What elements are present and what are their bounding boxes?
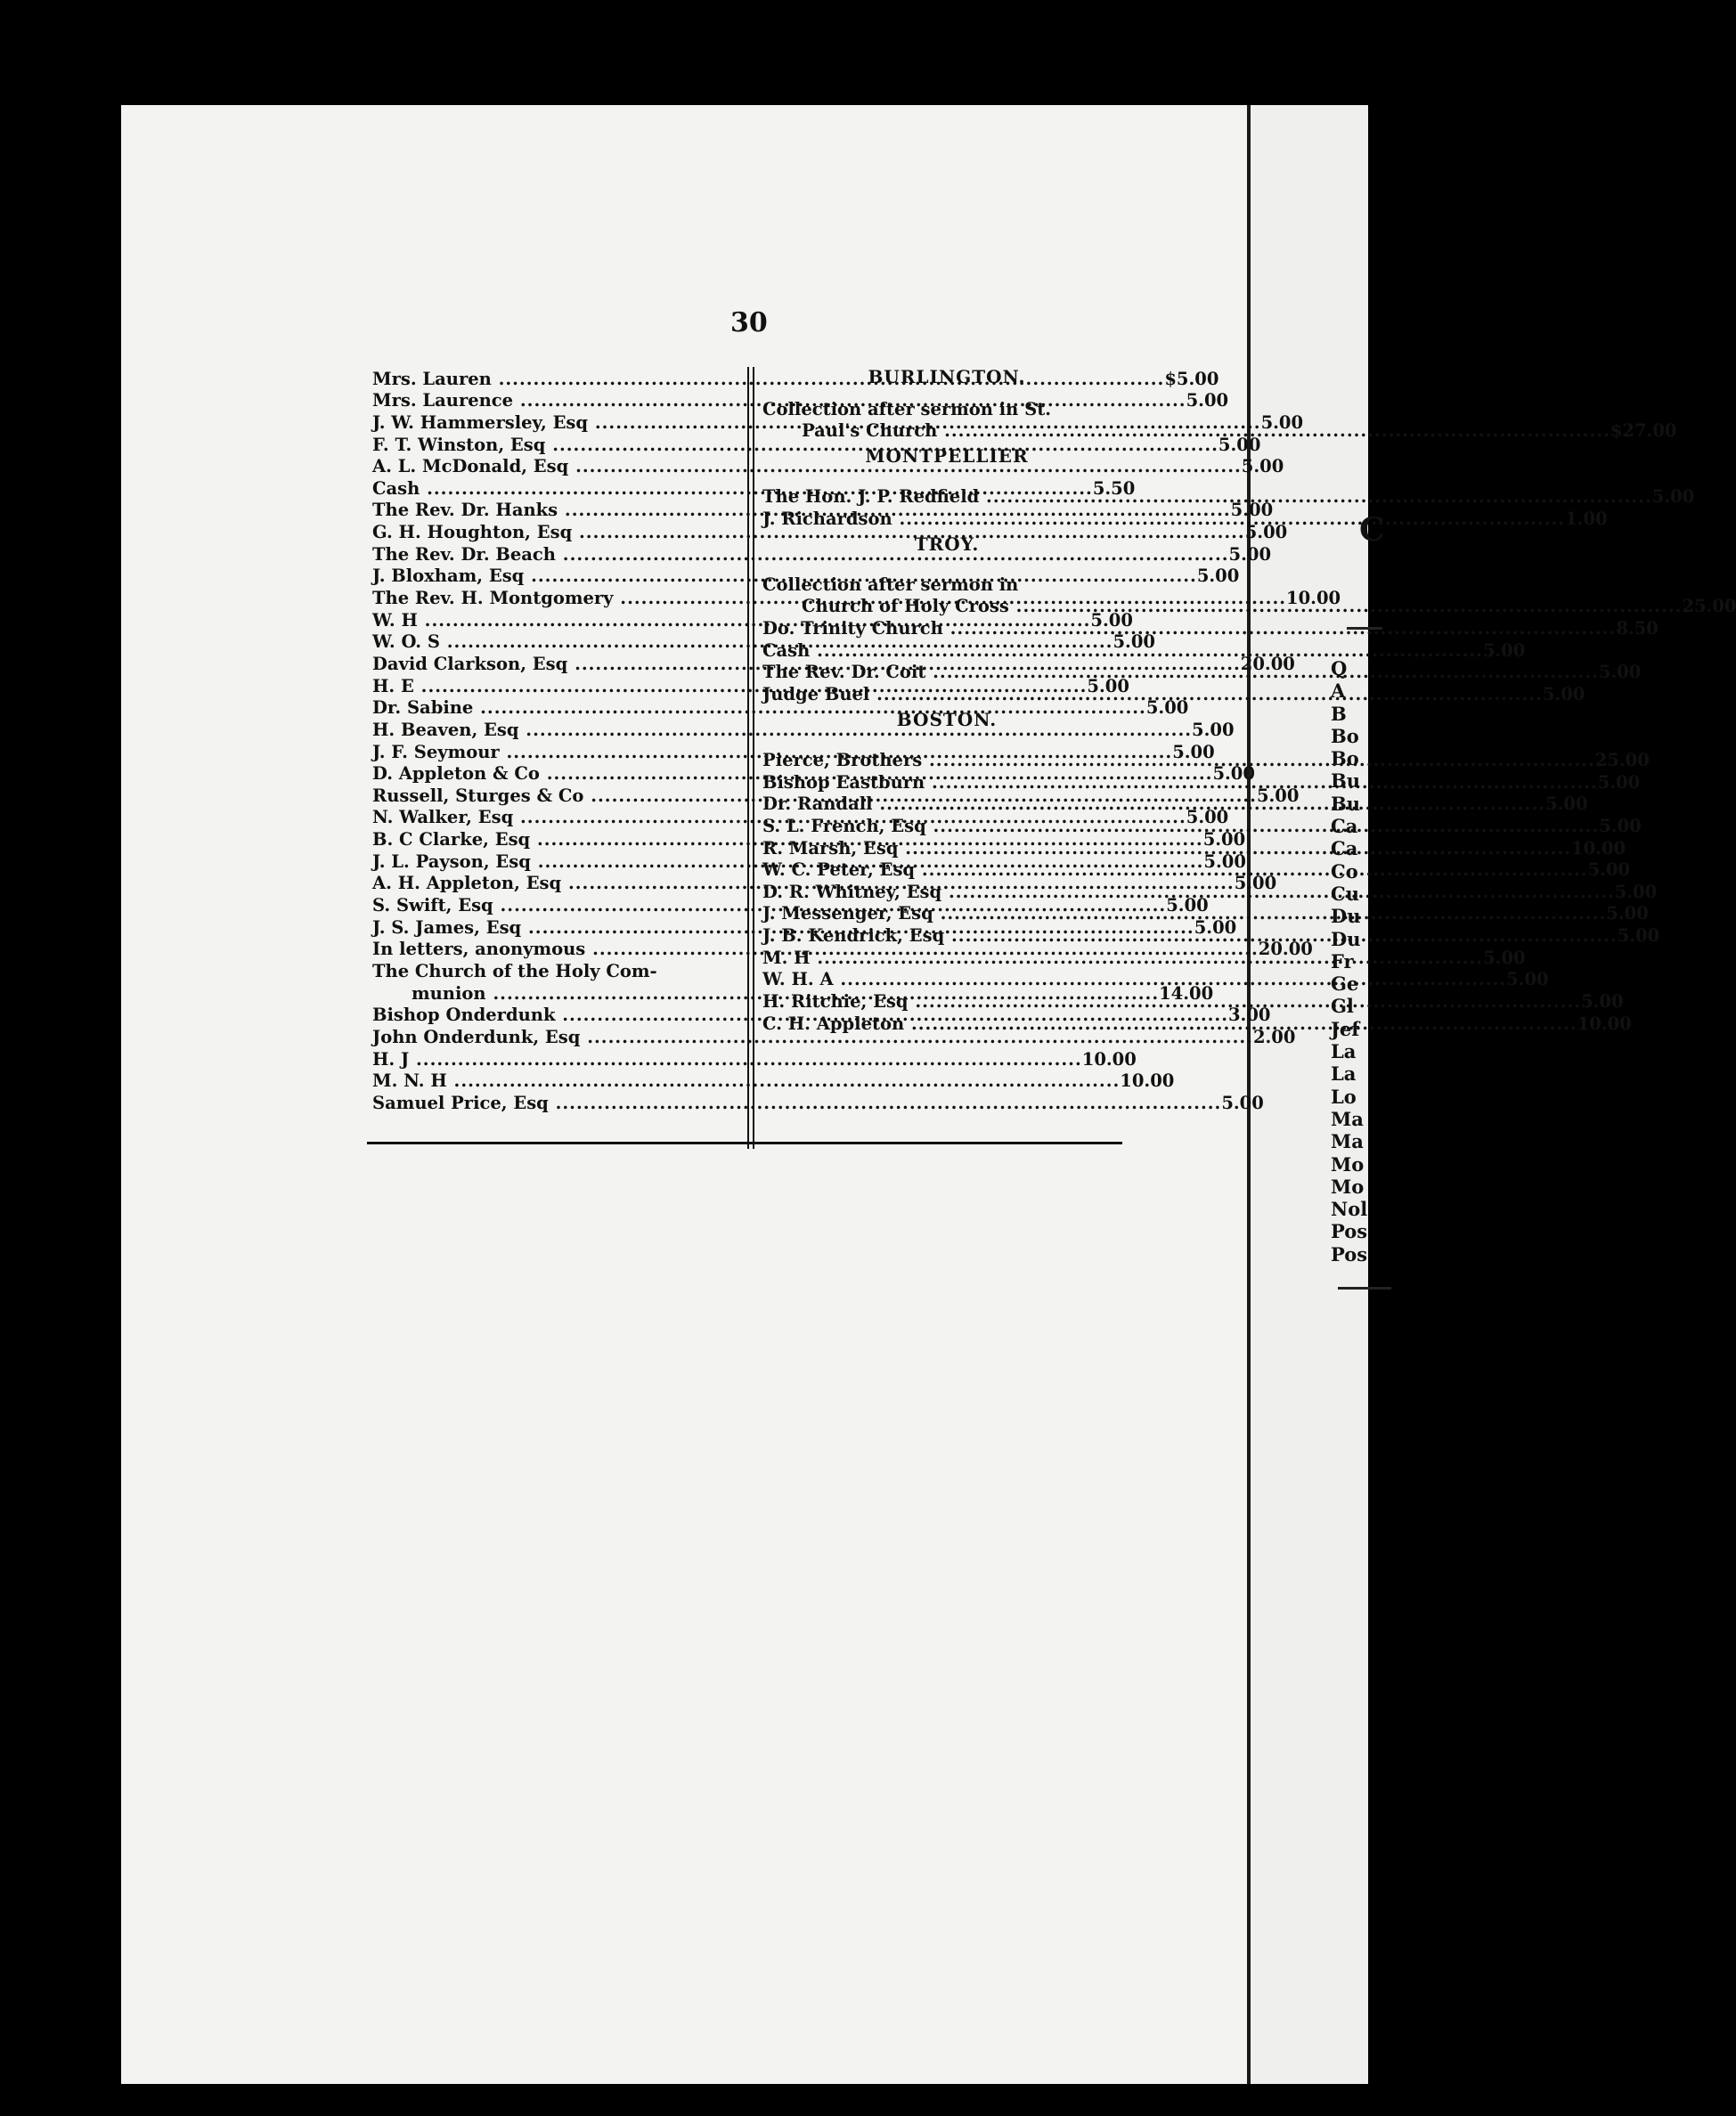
entry-name: The Church of the Holy Com- <box>372 960 657 981</box>
adjacent-letter: Pos <box>1331 1220 1368 1243</box>
adjacent-letter: Ca <box>1331 815 1358 838</box>
entry-name: The Hon. J. P. Redfield ..... <box>762 486 1652 507</box>
entry-amount: 5.00 <box>1218 434 1261 455</box>
entry-amount: 5.00 <box>1597 771 1641 793</box>
adjacent-heading-char: C <box>1359 511 1385 549</box>
entry-name: Bishop Eastburn ..... <box>762 772 1598 793</box>
entry-name: M. H ..... <box>762 948 1483 968</box>
entry-amount: 5.00 <box>1587 859 1631 881</box>
entry-name: Paul's Church ..... <box>762 420 1610 441</box>
entry-name: H. Ritchie, Esq ..... <box>762 991 1581 1012</box>
entry-name: J. Bloxham, Esq ..... <box>372 566 1197 586</box>
entry-amount: 2.00 <box>1252 1026 1296 1047</box>
entry-amount: 5.00 <box>1241 456 1284 477</box>
entry-name: Pierce, Brothers ..... <box>762 750 1595 770</box>
entry-amount: 5.00 <box>1482 639 1526 661</box>
entry-name: H. J ..... <box>372 1049 1082 1070</box>
entry-amount: 5.00 <box>1614 881 1658 902</box>
entry-row <box>372 520 1288 543</box>
adjacent-letter: Mo <box>1331 1152 1365 1176</box>
entry-amount: 5.00 <box>1256 785 1300 806</box>
entry-amount: 5.00 <box>1192 719 1235 740</box>
entry-amount: 25.00 <box>1682 596 1736 617</box>
entry-amount: 5.00 <box>1542 684 1585 704</box>
entry-amount: 14.00 <box>1159 982 1214 1004</box>
adjacent-letter: Gl <box>1331 995 1354 1018</box>
adjacent-letter: Bu <box>1331 769 1361 793</box>
adjacent-page-edge <box>1251 105 1385 2084</box>
entry-amount: 5.00 <box>1221 1092 1264 1113</box>
entry-amount: 5.00 <box>1212 763 1255 785</box>
adjacent-letter: Bo <box>1331 724 1359 747</box>
entry-amount: 5.00 <box>1186 390 1229 411</box>
entry-row <box>762 639 1526 661</box>
entry-row <box>762 616 1659 639</box>
section-montpellier <box>762 485 1695 529</box>
entry-name: G. H. Houghton, Esq ..... <box>372 522 1245 542</box>
entry-amount: 5.00 <box>1230 500 1274 521</box>
entry-name: S. L. French, Esq ..... <box>762 816 1599 836</box>
entry-name: J. W. Hammersley, Esq ..... <box>372 412 1261 433</box>
entry-amount: 5.00 <box>1090 609 1133 631</box>
adjacent-letter: Ge <box>1331 973 1359 996</box>
entry-amount: 5.00 <box>1145 697 1189 719</box>
entry-amount: 5.00 <box>1617 925 1660 947</box>
adjacent-letter: Co <box>1331 859 1358 883</box>
entry-name: The Rev. Dr. Hanks ..... <box>372 500 1231 520</box>
entry-amount: 5.00 <box>1581 990 1624 1012</box>
entry-amount: 10.00 <box>1120 1070 1175 1092</box>
entry-name: J. L. Payson, Esq ..... <box>372 851 1203 872</box>
adjacent-letter: La <box>1331 1040 1357 1063</box>
entry-row <box>372 433 1261 455</box>
entry-row <box>372 1047 1137 1070</box>
entry-amount: 25.00 <box>1594 749 1650 770</box>
entry-name: W. H ..... <box>372 610 1090 631</box>
entry-amount: 5.00 <box>1244 522 1288 543</box>
entry-row <box>372 1091 1264 1113</box>
entry-name: Do. Trinity Church ..... <box>762 618 1616 639</box>
adjacent-letter: Cu <box>1331 882 1359 905</box>
entry-amount: 5.00 <box>1186 807 1229 828</box>
entry-name: J. Richardson ..... <box>762 509 1565 529</box>
entry-amount: 5.00 <box>1202 829 1246 850</box>
entry-name: John Onderdunk, Esq ..... <box>372 1027 1253 1047</box>
entry-name: J. F. Seymour ..... <box>372 742 1172 762</box>
entry-name: F. T. Winston, Esq ..... <box>372 435 1218 455</box>
adjacent-letter: Jef <box>1331 1017 1360 1040</box>
entry-row <box>372 1070 1175 1092</box>
entry-amount: 5.00 <box>1113 631 1155 653</box>
entry-name: Cash ..... <box>762 640 1483 661</box>
entry-name: D. R. Whitney, Esq ..... <box>762 882 1615 902</box>
entry-name: J. B. Kendrick, Esq ..... <box>762 925 1618 946</box>
entry-name: The Rev. Dr. Coit ..... <box>762 662 1599 682</box>
entry-row <box>762 682 1585 704</box>
adjacent-letter: Ca <box>1331 837 1358 860</box>
entry-name: Mrs. Laurence ..... <box>372 390 1186 411</box>
entry-name: Russell, Sturges & Co ..... <box>372 785 1257 806</box>
entry-amount: $ 5.00 <box>1164 369 1207 389</box>
adjacent-letter: Lo <box>1331 1085 1357 1108</box>
entry-name: Church of Holy Cross ..... <box>762 596 1682 616</box>
entry-name: The Rev. Dr. Beach ..... <box>372 544 1229 565</box>
adjacent-letter: Fr <box>1331 949 1354 973</box>
entry-row <box>762 770 1641 793</box>
entry-name: Dr. Randall ..... <box>762 794 1545 814</box>
entry-name: W. O. S ..... <box>372 631 1113 652</box>
entry-amount: 5.00 <box>1203 850 1246 872</box>
entry-name: C. H. Appleton ..... <box>762 1013 1577 1034</box>
entry-row <box>372 696 1189 719</box>
entry-name: Judge Buel ..... <box>762 684 1543 704</box>
entry-amount: 5.00 <box>1599 815 1642 836</box>
entry-name: Collection after sermon in St. <box>762 398 1052 419</box>
section-heading-troy: TROY. <box>914 533 980 555</box>
entry-name: H. E ..... <box>372 676 1087 696</box>
entry-amount: 5.00 <box>1651 486 1695 508</box>
adjacent-letter: A <box>1331 680 1346 703</box>
entry-amount: 10.00 <box>1571 837 1626 859</box>
adjacent-letter: B <box>1331 702 1347 725</box>
entry-name: Bishop Onderdunk ..... <box>372 1005 1228 1025</box>
section-heading-montpellier: MONTPELLIER <box>865 445 1029 468</box>
entry-amount: 10.00 <box>1577 1013 1632 1034</box>
adjacent-letter: Q <box>1331 657 1348 680</box>
adjacent-letter: Nol <box>1331 1198 1368 1221</box>
entry-name: A. L. McDonald, Esq ..... <box>372 456 1242 476</box>
entry-amount: 5.00 <box>1598 662 1642 683</box>
entry-row <box>372 959 749 981</box>
column-divider-double <box>753 367 754 1149</box>
adjacent-letter: La <box>1331 1062 1357 1086</box>
entry-name: David Clarkson, Esq ..... <box>372 654 1241 674</box>
adjacent-letter: Pos <box>1331 1242 1368 1266</box>
entry-amount: 5.00 <box>1194 916 1237 938</box>
entry-name: W. C. Peter, Esq ..... <box>762 859 1588 880</box>
bottom-rule <box>367 1142 1122 1144</box>
entry-amount: 5.00 <box>1172 741 1215 762</box>
section-heading-boston: BOSTON. <box>896 709 998 730</box>
adjacent-letter: Mo <box>1331 1175 1365 1198</box>
entry-row <box>372 1025 1296 1047</box>
entry-amount: $ 27.00 <box>1610 420 1665 441</box>
entry-name: R. Marsh, Esq ..... <box>762 838 1571 859</box>
entry-amount: 5.00 <box>1196 566 1240 587</box>
entry-name: Collection after sermon in <box>762 574 1019 595</box>
entry-amount: 20.00 <box>1258 939 1313 960</box>
entry-name: Dr. Sabine ..... <box>372 697 1146 718</box>
entry-name: J. Messenger, Esq ..... <box>762 903 1606 924</box>
entry-amount: 5.00 <box>1545 794 1588 815</box>
adjacent-rule-bottom <box>1338 1287 1391 1290</box>
entry-name: N. Walker, Esq ..... <box>372 807 1186 827</box>
entry-name: munion ..... <box>372 983 1159 1004</box>
entry-amount: 3.00 <box>1227 1005 1271 1026</box>
entry-name: In letters, anonymous ..... <box>372 939 1259 959</box>
section-heading-burlington: BURLINGTON. <box>868 366 1026 387</box>
entry-amount: 5.00 <box>1483 947 1526 968</box>
entry-amount: 20.00 <box>1240 653 1295 674</box>
entry-name: H. Beaven, Esq ..... <box>372 720 1192 740</box>
entry-row <box>762 485 1695 508</box>
adjacent-letter: Ma <box>1331 1130 1364 1153</box>
entry-name: W. H. A ..... <box>762 969 1506 989</box>
entry-amount: 5.00 <box>1228 543 1272 565</box>
entry-name: Samuel Price, Esq ..... <box>372 1093 1221 1113</box>
entry-amount: 5.00 <box>1606 903 1649 924</box>
adjacent-letter: Bu <box>1331 792 1361 815</box>
entry-name: B. C Clarke, Esq ..... <box>372 829 1203 850</box>
entry-amount: 5.00 <box>1234 873 1277 894</box>
entry-amount: 5.00 <box>1506 969 1549 990</box>
entry-name: Mrs. Lauren ..... <box>372 369 1164 389</box>
entry-amount: 10.00 <box>1081 1048 1137 1070</box>
entry-name: M. N. H ..... <box>372 1070 1120 1091</box>
entry-row <box>762 573 1131 595</box>
entry-amount: 8.50 <box>1616 618 1659 639</box>
adjacent-letter: Bo <box>1331 747 1359 770</box>
entry-amount: 5.50 <box>1092 477 1136 499</box>
entry-name: D. Appleton & Co ..... <box>372 763 1212 784</box>
entry-amount: 5.00 <box>1260 411 1304 433</box>
entry-name: The Rev. H. Montgomery ..... <box>372 588 1286 608</box>
entry-name: J. S. James, Esq ..... <box>372 917 1194 938</box>
entry-name: Cash ..... <box>372 478 1093 499</box>
entry-amount: 10.00 <box>1286 588 1341 609</box>
adjacent-letter: Ma <box>1331 1107 1364 1130</box>
entry-amount: 5.00 <box>1166 895 1209 916</box>
entry-amount: 1.00 <box>1565 508 1608 529</box>
page-number: 30 <box>730 307 768 338</box>
entry-name: A. H. Appleton, Esq ..... <box>372 873 1235 893</box>
entry-amount: 5.00 <box>1087 675 1129 696</box>
adjacent-letter: Du <box>1331 927 1361 950</box>
entry-row <box>762 397 1131 419</box>
column-divider <box>747 367 749 1149</box>
adjacent-letter: Du <box>1331 905 1361 928</box>
entry-name: S. Swift, Esq ..... <box>372 895 1166 916</box>
